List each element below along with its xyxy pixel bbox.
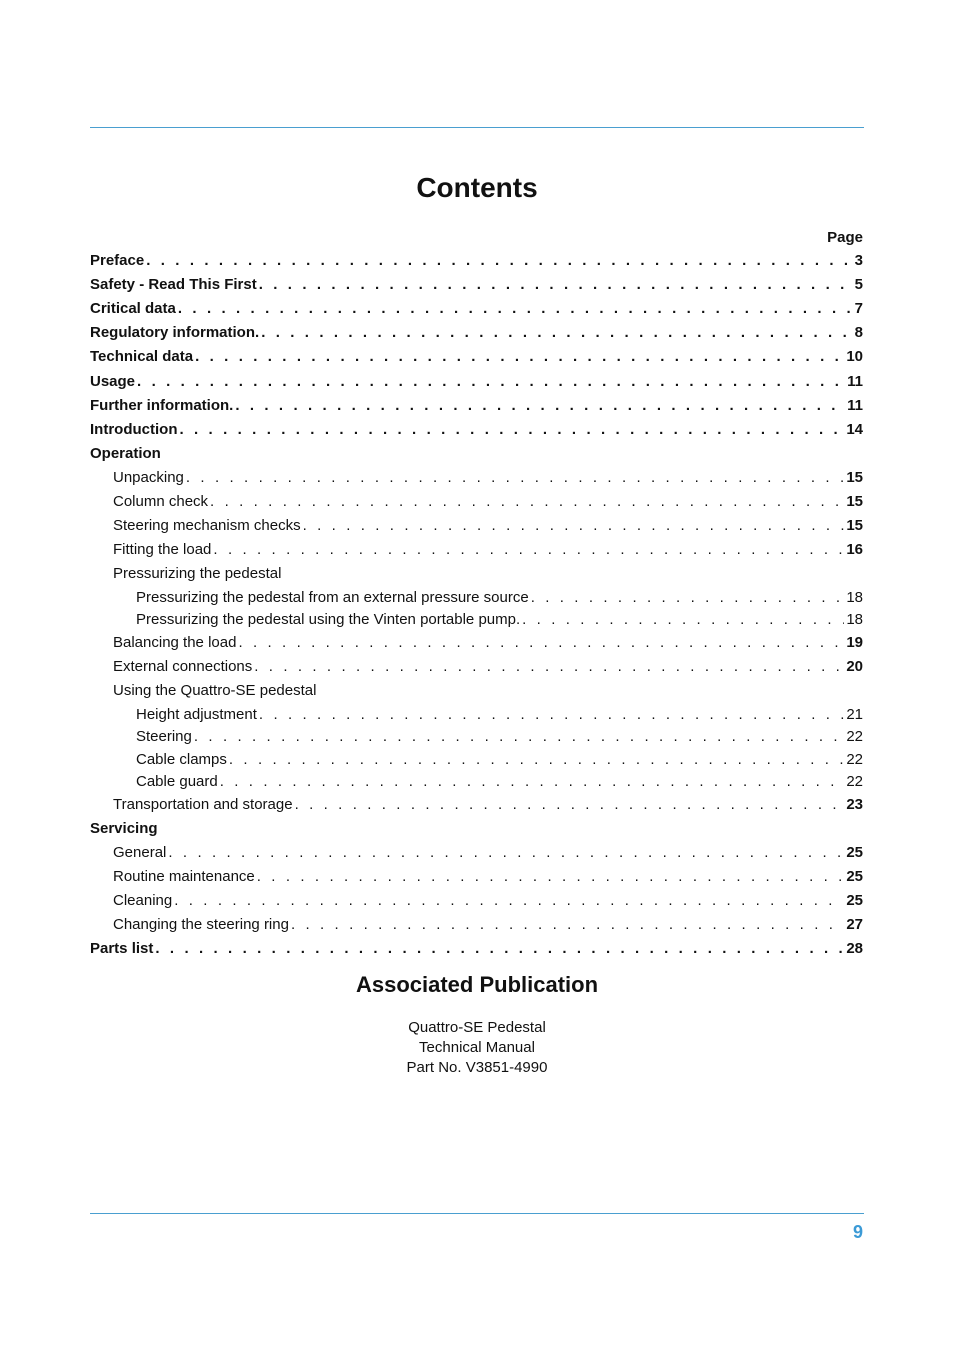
dot-leader [238, 634, 844, 651]
toc-entry-label: Introduction [90, 421, 178, 438]
toc-entry[interactable] [90, 773, 863, 793]
toc-entry-label: External connections [113, 658, 253, 675]
toc-entry-label: Pressurizing the pedestal from an external pressure source [136, 589, 529, 606]
associated-publication-details [0, 1018, 954, 1078]
toc-entry-label: Cable guard [136, 773, 218, 790]
toc-entry[interactable] [90, 796, 863, 816]
toc-entry-page: 18 [846, 589, 863, 606]
dot-leader [210, 493, 844, 510]
toc-entry-page: 19 [846, 634, 863, 651]
toc-entry-label: Critical data [90, 300, 176, 317]
toc-entry-page: 22 [846, 728, 863, 745]
toc-entry[interactable] [90, 751, 863, 771]
toc-entry[interactable] [90, 397, 863, 417]
toc-entry[interactable] [90, 682, 863, 702]
dot-leader [522, 611, 844, 628]
dot-leader [235, 397, 845, 414]
bottom-divider [90, 1213, 864, 1214]
toc-entry-label: Regulatory information. [90, 324, 260, 341]
dot-leader [155, 940, 844, 957]
dot-leader [179, 421, 844, 438]
toc-entry-label: Safety - Read This First [90, 276, 257, 293]
toc-entry-page: 23 [846, 796, 863, 813]
toc-entry-page: 15 [846, 469, 863, 486]
toc-entry[interactable] [90, 940, 863, 960]
page-number: 9 [852, 1222, 863, 1242]
toc-entry-label: Usage [90, 373, 136, 390]
toc-entry[interactable] [90, 373, 863, 393]
toc-entry-label: Preface [90, 252, 145, 269]
dot-leader [295, 796, 845, 813]
toc-entry[interactable] [90, 611, 863, 631]
dot-leader [261, 324, 852, 341]
toc-entry-label: Balancing the load [113, 634, 237, 651]
toc-entry[interactable] [90, 728, 863, 748]
toc-entry-page: 25 [846, 892, 863, 909]
toc-entry-label: Fitting the load [113, 541, 212, 558]
toc-entry-page: 15 [846, 493, 863, 510]
toc-entry-page: 11 [847, 397, 863, 414]
toc-entry-label: Changing the steering ring [113, 916, 289, 933]
toc-entry[interactable] [90, 517, 863, 537]
toc-entry-label: Routine maintenance [113, 868, 255, 885]
dot-leader [254, 658, 844, 675]
toc-entry-label: Cable clamps [136, 751, 227, 768]
toc-entry[interactable] [90, 324, 863, 344]
toc-entry-page: 14 [846, 421, 863, 438]
dot-leader [194, 728, 844, 745]
toc-entry-label: Unpacking [113, 469, 184, 486]
toc-entry-page: 11 [847, 373, 863, 390]
toc-entry-page: 8 [854, 324, 863, 341]
toc-entry-page: 3 [854, 252, 863, 269]
dot-leader [259, 706, 844, 723]
toc-entry-page: 7 [854, 300, 863, 317]
toc-entry-page: 5 [854, 276, 863, 293]
page-title: Contents [416, 172, 538, 203]
toc-entry[interactable] [90, 658, 863, 678]
dot-leader [220, 773, 845, 790]
dot-leader [303, 517, 845, 534]
dot-leader [174, 892, 844, 909]
toc-entry[interactable] [90, 844, 863, 864]
toc-entry[interactable] [90, 445, 863, 465]
dot-leader [195, 348, 844, 365]
toc-entry-page: 10 [846, 348, 863, 365]
dot-leader [531, 589, 845, 606]
toc-entry[interactable] [90, 820, 863, 840]
toc-entry-label: Using the Quattro-SE pedestal [113, 682, 317, 699]
toc-entry[interactable] [90, 469, 863, 489]
toc-entry-page: 27 [846, 916, 863, 933]
dot-leader [259, 276, 853, 293]
dot-leader [178, 300, 853, 317]
dot-leader [213, 541, 844, 558]
toc-entry-label: Operation [90, 445, 161, 462]
toc-entry-page: 18 [846, 611, 863, 628]
toc-entry-page: 22 [846, 773, 863, 790]
dot-leader [257, 868, 845, 885]
dot-leader [186, 469, 844, 486]
associated-publication-line: Part No. V3851-4990 [406, 1059, 548, 1076]
toc-entry-label: Steering [136, 728, 192, 745]
toc-entry-label: Pressurizing the pedestal [113, 565, 282, 582]
toc-entry-page: 16 [846, 541, 863, 558]
top-divider [90, 127, 864, 128]
dot-leader [168, 844, 844, 861]
toc-entry[interactable] [90, 252, 863, 272]
toc-entry[interactable] [90, 589, 863, 609]
toc-entry-label: Technical data [90, 348, 194, 365]
toc-entry[interactable] [90, 706, 863, 726]
toc-entry[interactable] [90, 565, 863, 585]
toc-entry-page: 25 [846, 868, 863, 885]
dot-leader [137, 373, 845, 390]
toc-entry-label: Column check [113, 493, 209, 510]
toc-entry[interactable] [90, 916, 863, 936]
dot-leader [229, 751, 844, 768]
toc-entry[interactable] [90, 868, 863, 888]
toc-entry[interactable] [90, 493, 863, 513]
table-of-contents [90, 252, 863, 971]
toc-entry[interactable] [90, 421, 863, 441]
associated-publication-heading: Associated Publication [355, 972, 599, 997]
associated-publication-line: Technical Manual [419, 1039, 535, 1056]
toc-entry-label: Transportation and storage [113, 796, 293, 813]
toc-entry-page: 21 [846, 706, 863, 723]
toc-entry[interactable] [90, 348, 863, 368]
toc-entry-page: 20 [846, 658, 863, 675]
toc-entry-page: 22 [846, 751, 863, 768]
toc-entry[interactable] [90, 276, 863, 296]
toc-entry[interactable] [90, 541, 863, 561]
toc-entry-label: Steering mechanism checks [113, 517, 301, 534]
dot-leader [146, 252, 852, 269]
toc-entry-label: General [113, 844, 167, 861]
toc-entry[interactable] [90, 300, 863, 320]
toc-entry-page: 15 [846, 517, 863, 534]
toc-entry[interactable] [90, 634, 863, 654]
dot-leader [291, 916, 844, 933]
toc-entry-label: Further information. [90, 397, 234, 414]
associated-publication-line: Quattro-SE Pedestal [408, 1019, 546, 1036]
toc-entry-page: 25 [846, 844, 863, 861]
page-column-header: Page [827, 229, 863, 246]
toc-entry-label: Cleaning [113, 892, 173, 909]
toc-entry-label: Height adjustment [136, 706, 257, 723]
toc-entry-label: Pressurizing the pedestal using the Vinten portable pump. [136, 611, 521, 628]
toc-entry-label: Servicing [90, 820, 158, 837]
toc-entry-page: 28 [846, 940, 863, 957]
toc-entry[interactable] [90, 892, 863, 912]
toc-entry-label: Parts list [90, 940, 154, 957]
